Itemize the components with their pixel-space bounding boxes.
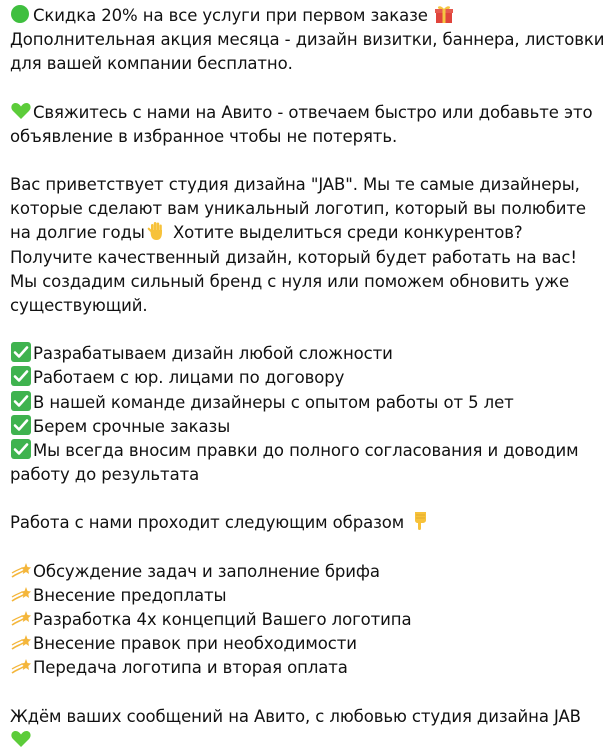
check-mark-button-icon bbox=[10, 342, 32, 362]
intro-paragraph bbox=[10, 173, 606, 318]
step-text: Обсуждение задач и заполнение брифа bbox=[33, 561, 380, 581]
list-item bbox=[10, 608, 606, 632]
closing-text: Ждём ваших сообщений на Авито, с любовью студия дизайна JAB bbox=[10, 706, 581, 726]
check-mark-button-icon bbox=[10, 415, 32, 435]
list-item bbox=[10, 656, 606, 680]
dizzy-star-icon bbox=[10, 632, 32, 652]
green-circle-icon bbox=[10, 4, 32, 24]
green-heart-icon bbox=[10, 729, 32, 749]
promo-text: Скидка 20% на все услуги при первом заказе bbox=[33, 6, 428, 25]
promo-paragraph bbox=[10, 4, 606, 77]
list-item bbox=[10, 560, 606, 584]
promo-text-continued: Дополнительная акция месяца - дизайн визитки, баннера, листовки для вашей компании бесплатно. bbox=[10, 30, 605, 74]
check-mark-button-icon bbox=[10, 391, 32, 411]
check-mark-button-icon bbox=[10, 366, 32, 386]
step-text: Передача логотипа и вторая оплата bbox=[33, 658, 348, 678]
step-text: Разработка 4х концепций Вашего логотипа bbox=[33, 610, 412, 630]
promo-line-1 bbox=[10, 4, 606, 77]
point-down-icon bbox=[409, 511, 431, 531]
dizzy-star-icon bbox=[10, 584, 32, 604]
intro-text-continued: Хотите выделиться среди конкурентов? Получите качественный дизайн, который будет работать на вас! Мы создадим сильный бренд с нуля или поможем обновить уже существующий. bbox=[10, 223, 577, 316]
list-item bbox=[10, 342, 606, 366]
list-item bbox=[10, 415, 606, 439]
list-item bbox=[10, 391, 606, 415]
contact-text: Свяжитесь с нами на Авито - отвечаем быстро или добавьте это объявление в избранное чтобы не потерять. bbox=[10, 102, 593, 146]
step-text: Внесение предоплаты bbox=[33, 585, 227, 605]
intro-text: Вас приветствует студия дизайна "JAB". Мы те самые дизайнеры, которые сделают вам уникальный логотип, который вы полюбите на долгие годы bbox=[10, 175, 586, 243]
process-intro-text: Работа с нами проходит следующим образом bbox=[10, 513, 405, 533]
benefit-text: Разрабатываем дизайн любой сложности bbox=[33, 344, 393, 364]
process-intro-paragraph bbox=[10, 511, 606, 535]
dizzy-star-icon bbox=[10, 560, 32, 580]
list-item bbox=[10, 584, 606, 608]
list-item bbox=[10, 632, 606, 656]
check-mark-button-icon bbox=[10, 439, 32, 459]
benefit-text: Мы всегда вносим правки до полного согласования и доводим работу до результата bbox=[10, 441, 579, 485]
list-item bbox=[10, 441, 578, 484]
closing-paragraph bbox=[10, 705, 606, 753]
dizzy-star-icon bbox=[10, 608, 32, 628]
contact-paragraph bbox=[10, 101, 606, 149]
benefits-list bbox=[10, 342, 606, 487]
list-item bbox=[10, 366, 606, 390]
steps-list bbox=[10, 560, 606, 681]
raised-hand-icon bbox=[145, 221, 167, 241]
dizzy-star-icon bbox=[10, 656, 32, 676]
step-text: Внесение правок при необходимости bbox=[33, 634, 357, 654]
green-heart-icon bbox=[10, 101, 32, 121]
benefit-text: В нашей команде дизайнеры с опытом работы от 5 лет bbox=[33, 392, 514, 412]
gift-icon bbox=[433, 4, 455, 24]
benefit-text: Берем срочные заказы bbox=[33, 416, 231, 436]
benefit-text: Работаем с юр. лицами по договору bbox=[33, 368, 345, 388]
